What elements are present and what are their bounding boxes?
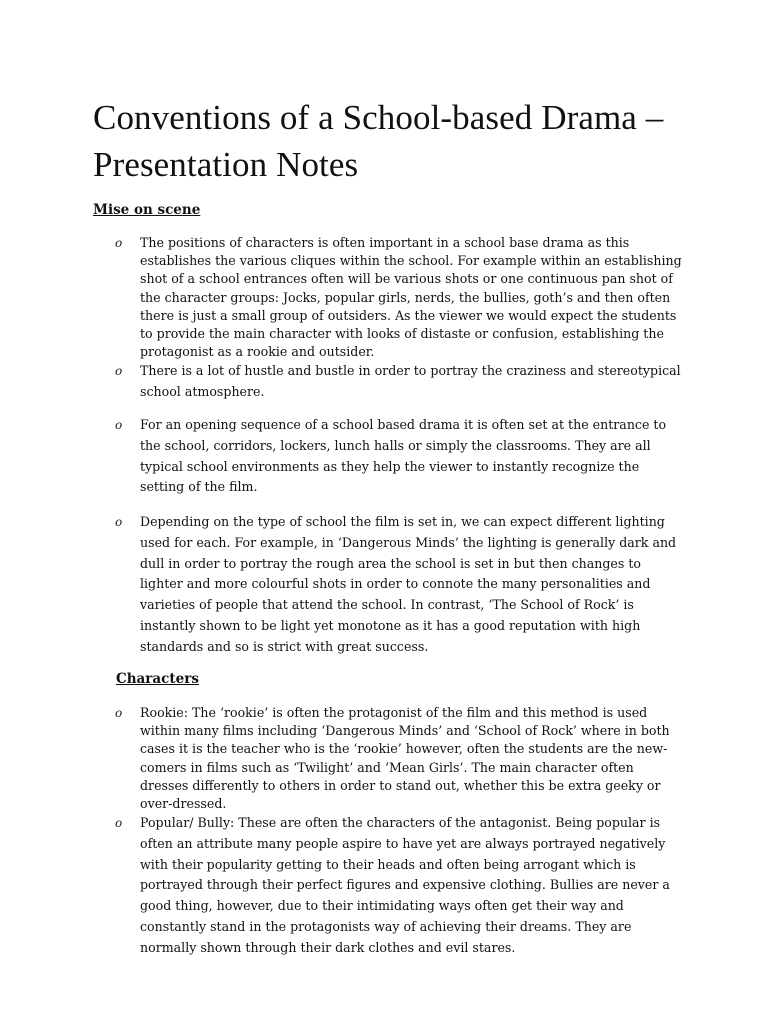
list-item-text: Popular/ Bully: These are often the characters of the antagonist. Being popular is often an attribute many people aspire to have yet are always portrayed negatively with their popularity getting to their heads and often being arrogant which is portrayed through their perfect figures and expensive clothing. Bullies are never a good thing, however, due to their intimidating ways often get their way and constantly stand in the protagonists way of achieving their dreams. They are normally shown through their dark clothes and evil stares. <box>140 815 670 955</box>
list-item-text: For an opening sequence of a school based drama it is often set at the entrance to the school, corridors, lockers, lunch halls or simply the classrooms. They are all typical school environments as they help the viewer to instantly recognize the setting of the film. <box>140 417 667 495</box>
list-item-text: There is a lot of hustle and bustle in order to portray the craziness and stereotypical school atmosphere. <box>140 363 681 399</box>
bullet-icon: o <box>115 418 123 432</box>
list-item-text: Rookie: The ‘rookie’ is often the protagonist of the film and this method is used within many films including ‘Dangerous Minds’ and ‘School of Rock’ where in both cases it is the teacher who is the ‘rookie’ however, often the students are the new-comers in films such as ‘Twilight’ and ‘Mean Girls’. The main character often dresses differently to others in order to stand out, whether this be extra geeky or over-dressed. <box>140 705 670 812</box>
bullet-icon: o <box>115 236 123 250</box>
section-heading-mise-on-scene: Mise on scene <box>93 202 201 218</box>
section-heading-characters: Characters <box>116 671 199 687</box>
bullet-icon: o <box>115 706 123 720</box>
bullet-icon: o <box>115 364 123 378</box>
list-item-text: Depending on the type of school the film is set in, we can expect different lighting used for each. For example, in ‘Dangerous Minds’ the lighting is generally dark and dull in order to portray the rough area the school is set in but then changes to lighter and more colourful shots in order to connote the many personalities and varieties of people that attend the school. In contrast, ‘The School of Rock’ is instantly shown to be light yet monotone as it has a good reputation with high standards and so is strict with great success. <box>140 514 677 654</box>
bullet-icon: o <box>115 515 123 529</box>
list-item-text: The positions of characters is often important in a school base drama as this establishes the various cliques within the school. For example within an establishing shot of a school entrances often will be various shots or one continuous pan shot of the character groups: Jocks, popular girls, nerds, the bullies, goth’s and then often there is just a small group of outsiders. As the viewer we would expect the students to provide the main character with looks of distaste or confusion, establishing the protagonist as a rookie and outsider. <box>140 235 682 360</box>
bullet-icon: o <box>115 816 123 830</box>
document-title: Conventions of a School-based Drama – Presentation Notes <box>93 98 664 184</box>
